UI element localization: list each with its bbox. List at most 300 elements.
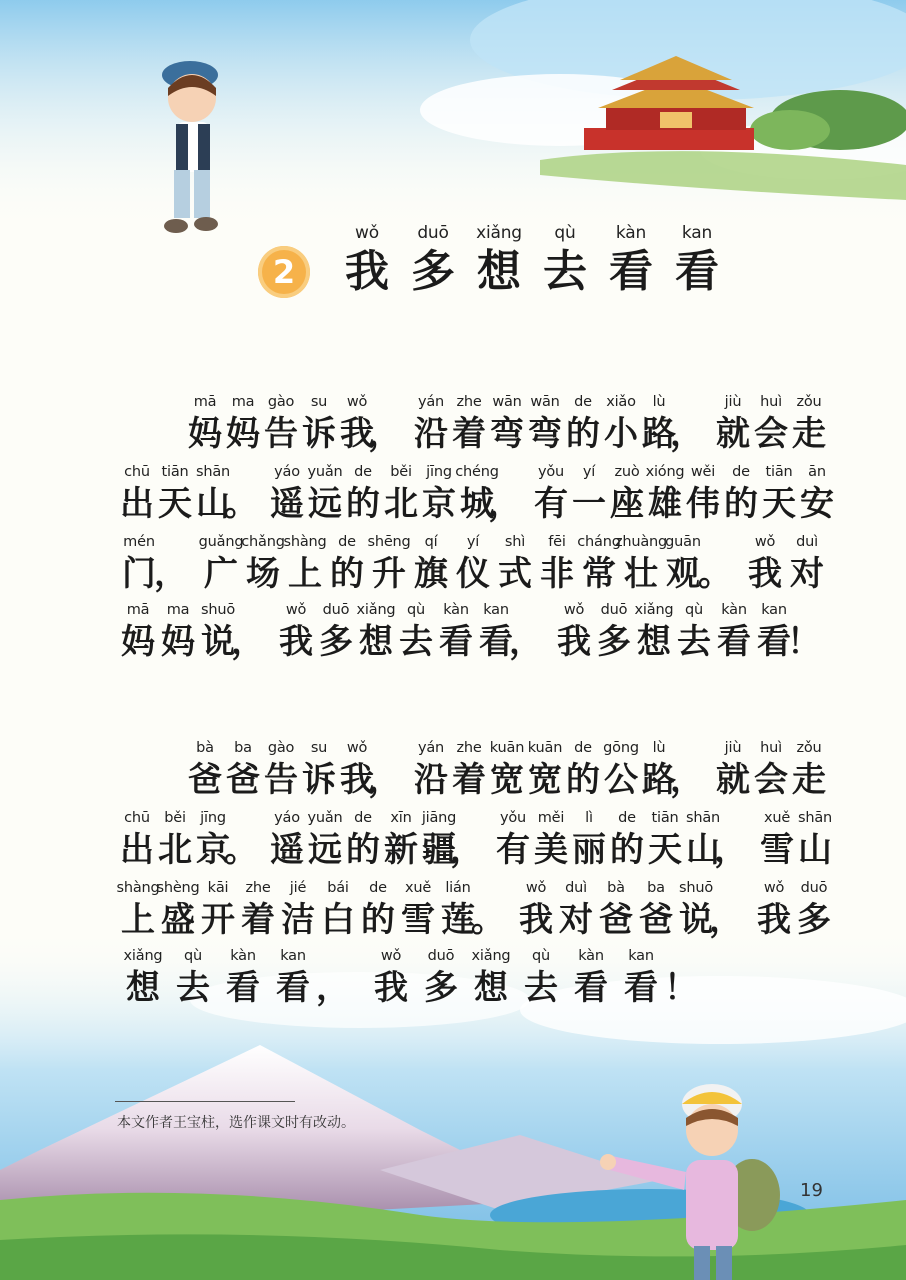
pinyin: jiù (724, 394, 742, 410)
pinyin: yáo (274, 810, 300, 826)
pinyin: zhuàng (614, 534, 668, 550)
pinyin: shàng (283, 534, 327, 550)
pinyin: su (310, 394, 328, 410)
character-cell (790, 392, 828, 456)
pinyin: mā (126, 602, 150, 618)
hanzi: 新 (384, 830, 418, 870)
pinyin: shuō (678, 880, 713, 896)
character-cell (758, 808, 796, 872)
pinyin: lián (445, 880, 471, 896)
hanzi: ， (714, 830, 748, 870)
hanzi: 多 (597, 622, 631, 662)
pinyin: kan (761, 602, 787, 618)
character-cell (722, 462, 760, 526)
text-line (118, 462, 836, 526)
hanzi: 盛 (161, 900, 195, 940)
hanzi: 看 (717, 622, 751, 662)
hanzi: 我 (519, 900, 553, 940)
hanzi: 会 (754, 414, 788, 454)
character-cell (526, 392, 564, 456)
hanzi: 的 (361, 900, 395, 940)
character-cell (516, 946, 566, 1010)
pinyin: mā (193, 394, 217, 410)
character-cell (268, 946, 318, 1010)
character-cell (752, 738, 790, 802)
hanzi: 多 (424, 968, 458, 1008)
pinyin: zhe (456, 740, 482, 756)
pinyin: wǒ (763, 880, 785, 896)
hanzi: ， (154, 554, 188, 594)
pinyin: kàn (721, 602, 747, 618)
character-cell (278, 878, 318, 942)
pinyin: xiǎng (123, 948, 163, 964)
punctuation (698, 532, 744, 596)
character-cell (300, 738, 338, 802)
pinyin: kàn (443, 602, 469, 618)
hanzi: 看 (439, 622, 473, 662)
character-cell (218, 946, 268, 1010)
pinyin: duō (427, 948, 455, 964)
pinyin: su (310, 740, 328, 756)
hanzi: 美 (534, 830, 568, 870)
pinyin: duō (417, 223, 449, 243)
hanzi: 雪 (760, 830, 794, 870)
hanzi: 看 (479, 622, 513, 662)
pinyin: qù (184, 948, 202, 964)
hanzi: 出 (120, 484, 154, 524)
hanzi: 常 (582, 554, 616, 594)
character-cell (316, 600, 356, 664)
hanzi: 看 (574, 968, 608, 1008)
pinyin: shān (685, 810, 721, 826)
hanzi: 我 (757, 900, 791, 940)
pinyin: shì (504, 534, 526, 550)
pinyin: qí (424, 534, 438, 550)
hanzi: 小 (604, 414, 638, 454)
hanzi: 着 (452, 414, 486, 454)
hanzi: 的 (566, 760, 600, 800)
character-cell (636, 878, 676, 942)
punctuation (787, 600, 832, 664)
character-cell (570, 462, 608, 526)
character-cell (608, 808, 646, 872)
pinyin: qù (532, 948, 550, 964)
pinyin: guǎng (198, 534, 244, 550)
footnote-divider (115, 1101, 295, 1102)
hanzi: 我 (340, 760, 374, 800)
hanzi: 着 (452, 760, 486, 800)
pinyin: de (574, 740, 592, 756)
hanzi: 去 (524, 968, 558, 1008)
hanzi: 爸 (639, 900, 673, 940)
hanzi: 遥 (270, 830, 304, 870)
hanzi: 就 (716, 760, 750, 800)
pinyin: qù (685, 602, 703, 618)
hanzi: 沿 (414, 414, 448, 454)
hanzi: 门 (122, 554, 156, 594)
hanzi: 妈 (188, 414, 222, 454)
character-cell (344, 462, 382, 526)
character-cell (412, 738, 450, 802)
character-cell (262, 392, 300, 456)
hanzi: 我 (345, 246, 389, 297)
page-number: 19 (800, 1180, 823, 1201)
character-cell (602, 738, 640, 802)
pinyin: kan (628, 948, 654, 964)
character-cell (608, 462, 646, 526)
hanzi: 我 (374, 968, 408, 1008)
character-cell (554, 600, 594, 664)
text-line (186, 392, 828, 456)
hanzi: 走 (792, 414, 826, 454)
hanzi: 爸 (226, 760, 260, 800)
character-cell (714, 738, 752, 802)
text-line (118, 600, 832, 664)
pinyin: bà (607, 880, 625, 896)
character-cell (118, 600, 158, 664)
character-cell (450, 392, 488, 456)
pinyin: xióng (645, 464, 685, 480)
punctuation (368, 392, 412, 456)
character-cell (118, 808, 156, 872)
hanzi: 着 (241, 900, 275, 940)
character-cell (186, 392, 224, 456)
character-cell (794, 878, 834, 942)
pinyin: shān (195, 464, 231, 480)
hanzi: 路 (642, 760, 676, 800)
pinyin: guān (665, 534, 701, 550)
hanzi: 京 (422, 484, 456, 524)
hanzi: 的 (724, 484, 758, 524)
pinyin: běi (390, 464, 412, 480)
hanzi: 看 (276, 968, 310, 1008)
punctuation (154, 532, 200, 596)
punctuation (224, 808, 268, 872)
character-cell (754, 878, 794, 942)
pinyin: lì (585, 810, 593, 826)
pinyin: kuān (527, 740, 563, 756)
character-cell (224, 392, 262, 456)
text-line (118, 532, 828, 596)
hanzi: 式 (498, 554, 532, 594)
hanzi: 。 (224, 830, 258, 870)
character-cell (594, 600, 634, 664)
character-cell (616, 946, 666, 1010)
character-cell (356, 600, 396, 664)
character-cell (368, 532, 410, 596)
pinyin: zǒu (796, 740, 822, 756)
hanzi: 公 (604, 760, 638, 800)
pinyin: xiǎng (476, 223, 522, 243)
hanzi: ， (231, 622, 265, 662)
pinyin: zhe (245, 880, 271, 896)
character-cell (566, 946, 616, 1010)
pinyin: yǒu (537, 464, 565, 480)
character-cell (284, 532, 326, 596)
hanzi: 有 (534, 484, 568, 524)
character-cell (488, 392, 526, 456)
character-cell (796, 808, 834, 872)
pinyin: wǒ (525, 880, 547, 896)
pinyin: wǒ (346, 394, 368, 410)
hanzi: 告 (264, 414, 298, 454)
pinyin: yǒu (499, 810, 527, 826)
hanzi: 山 (686, 830, 720, 870)
punctuation (488, 462, 532, 526)
character-cell (752, 392, 790, 456)
pinyin: kāi (207, 880, 229, 896)
hanzi: 的 (346, 484, 380, 524)
pinyin: de (369, 880, 387, 896)
pinyin: shàng (116, 880, 160, 896)
pinyin: qù (554, 223, 576, 243)
character-cell (532, 808, 570, 872)
character-cell (358, 878, 398, 942)
pinyin: yuǎn (307, 810, 343, 826)
pinyin: huì (760, 740, 782, 756)
pinyin: zhe (456, 394, 482, 410)
pinyin: wǒ (355, 223, 379, 243)
character-cell (526, 738, 564, 802)
hanzi: 想 (126, 968, 160, 1008)
pinyin: zǒu (796, 394, 822, 410)
hanzi: 多 (319, 622, 353, 662)
hanzi: 有 (496, 830, 530, 870)
character-cell (436, 600, 476, 664)
pinyin: ma (166, 602, 190, 618)
pinyin: yáo (274, 464, 300, 480)
character-cell (602, 392, 640, 456)
punctuation (670, 392, 714, 456)
punctuation (231, 600, 276, 664)
hanzi: ， (488, 484, 522, 524)
text-line (118, 878, 834, 942)
pinyin: de (732, 464, 750, 480)
hanzi: ， (316, 968, 350, 1008)
character-cell (382, 808, 420, 872)
character-cell (494, 532, 536, 596)
pinyin: ān (808, 464, 826, 480)
character-cell (664, 222, 730, 300)
hanzi: ， (450, 830, 484, 870)
hanzi: 上 (121, 900, 155, 940)
title-text (334, 222, 730, 300)
hanzi: 去 (399, 622, 433, 662)
pinyin: de (574, 394, 592, 410)
hanzi: 京 (196, 830, 230, 870)
pinyin: gōng (603, 740, 639, 756)
character-cell (200, 532, 242, 596)
hanzi: 妈 (226, 414, 260, 454)
pinyin: shān (797, 810, 833, 826)
hanzi: 说 (679, 900, 713, 940)
pinyin: yán (417, 394, 445, 410)
character-cell (410, 532, 452, 596)
pinyin: wān (492, 394, 522, 410)
hanzi: 说 (201, 622, 235, 662)
hanzi: 想 (359, 622, 393, 662)
hanzi: 非 (540, 554, 574, 594)
character-cell (536, 532, 578, 596)
character-cell (118, 878, 158, 942)
hanzi: 我 (279, 622, 313, 662)
pinyin: kàn (578, 948, 604, 964)
pinyin: cháng (577, 534, 621, 550)
hanzi: 我 (557, 622, 591, 662)
character-cell (790, 738, 828, 802)
hanzi: 的 (330, 554, 364, 594)
hanzi: 雪 (401, 900, 435, 940)
pinyin: lù (652, 394, 666, 410)
pinyin: shēng (367, 534, 411, 550)
pinyin: chǎng (241, 534, 285, 550)
hanzi: 。 (471, 900, 505, 940)
punctuation (666, 946, 714, 1010)
hanzi: 场 (246, 554, 280, 594)
hanzi: ， (670, 760, 704, 800)
hanzi: 看 (609, 246, 653, 297)
character-cell (400, 222, 466, 300)
pinyin: kuān (489, 740, 525, 756)
hanzi: 沿 (414, 760, 448, 800)
hanzi: 壮 (624, 554, 658, 594)
pinyin: qù (407, 602, 425, 618)
pinyin: chū (124, 810, 150, 826)
character-cell (614, 532, 668, 596)
character-cell (396, 600, 436, 664)
pinyin: ba (234, 740, 252, 756)
character-cell (714, 600, 754, 664)
hanzi: 会 (754, 760, 788, 800)
pinyin: kàn (230, 948, 256, 964)
character-cell (306, 808, 344, 872)
pinyin: měi (537, 810, 565, 826)
hanzi: 妈 (121, 622, 155, 662)
pinyin: chéng (455, 464, 499, 480)
hanzi: 北 (158, 830, 192, 870)
hanzi: 山 (196, 484, 230, 524)
pinyin: jié (289, 880, 307, 896)
pinyin: wǒ (754, 534, 776, 550)
character-cell (268, 808, 306, 872)
hanzi: 告 (264, 760, 298, 800)
character-cell (596, 878, 636, 942)
pinyin: chū (124, 464, 150, 480)
hanzi: 看 (624, 968, 658, 1008)
character-cell (646, 808, 684, 872)
character-cell (382, 462, 420, 526)
pinyin: xiǎng (471, 948, 511, 964)
hanzi: 开 (201, 900, 235, 940)
pinyin: de (354, 810, 372, 826)
character-cell (556, 878, 596, 942)
hanzi: 多 (797, 900, 831, 940)
punctuation (471, 878, 516, 942)
hanzi: 座 (610, 484, 644, 524)
hanzi: 升 (372, 554, 406, 594)
pinyin: wān (530, 394, 560, 410)
hanzi: ， (368, 414, 402, 454)
hanzi: ， (670, 414, 704, 454)
hanzi: 广 (204, 554, 238, 594)
hanzi: 仪 (456, 554, 490, 594)
hanzi: 就 (716, 414, 750, 454)
character-cell (570, 808, 608, 872)
hanzi: ， (368, 760, 402, 800)
hanzi: 出 (120, 830, 154, 870)
pinyin: tiān (765, 464, 793, 480)
hanzi: 北 (384, 484, 418, 524)
hanzi: 诉 (302, 414, 336, 454)
character-cell (452, 532, 494, 596)
hanzi: 看 (226, 968, 260, 1008)
lesson-number-badge: 2 (258, 246, 310, 298)
punctuation (714, 808, 758, 872)
hanzi: 一 (572, 484, 606, 524)
pinyin: xiǎng (634, 602, 674, 618)
pinyin: běi (164, 810, 186, 826)
pinyin: jīng (200, 810, 226, 826)
text-line (118, 946, 714, 1010)
character-cell (306, 462, 344, 526)
pinyin: xiǎng (356, 602, 396, 618)
hanzi: ， (509, 622, 543, 662)
character-cell (714, 392, 752, 456)
character-cell (118, 462, 156, 526)
pinyin: ba (647, 880, 665, 896)
pinyin: duō (322, 602, 350, 618)
character-cell (420, 462, 458, 526)
text-line (186, 738, 828, 802)
hanzi: 看 (757, 622, 791, 662)
hanzi: ！ (787, 622, 821, 662)
pinyin: mén (123, 534, 155, 550)
hanzi: 妈 (161, 622, 195, 662)
hanzi: 上 (288, 554, 322, 594)
pinyin: duì (796, 534, 818, 550)
hanzi: 宽 (528, 760, 562, 800)
pinyin: kan (681, 223, 713, 243)
character-cell (238, 878, 278, 942)
hanzi: 弯 (528, 414, 562, 454)
pinyin: yí (466, 534, 480, 550)
punctuation (224, 462, 268, 526)
character-cell (760, 462, 798, 526)
character-cell (786, 532, 828, 596)
character-cell (466, 222, 532, 300)
hanzi: 对 (559, 900, 593, 940)
pinyin: jīng (426, 464, 452, 480)
punctuation (670, 738, 714, 802)
pinyin: kàn (615, 223, 647, 243)
character-cell (398, 878, 438, 942)
pinyin: xiǎo (606, 394, 636, 410)
character-cell (268, 462, 306, 526)
hanzi: 旗 (414, 554, 448, 594)
hanzi: 的 (610, 830, 644, 870)
hanzi: 远 (308, 830, 342, 870)
pinyin: kan (280, 948, 306, 964)
hanzi: 莲 (441, 900, 475, 940)
pinyin: bái (327, 880, 349, 896)
character-cell (578, 532, 620, 596)
character-cell (416, 946, 466, 1010)
character-cell (516, 878, 556, 942)
pinyin: duō (600, 602, 628, 618)
pinyin: duì (565, 880, 587, 896)
punctuation (450, 808, 494, 872)
text-line (118, 808, 834, 872)
